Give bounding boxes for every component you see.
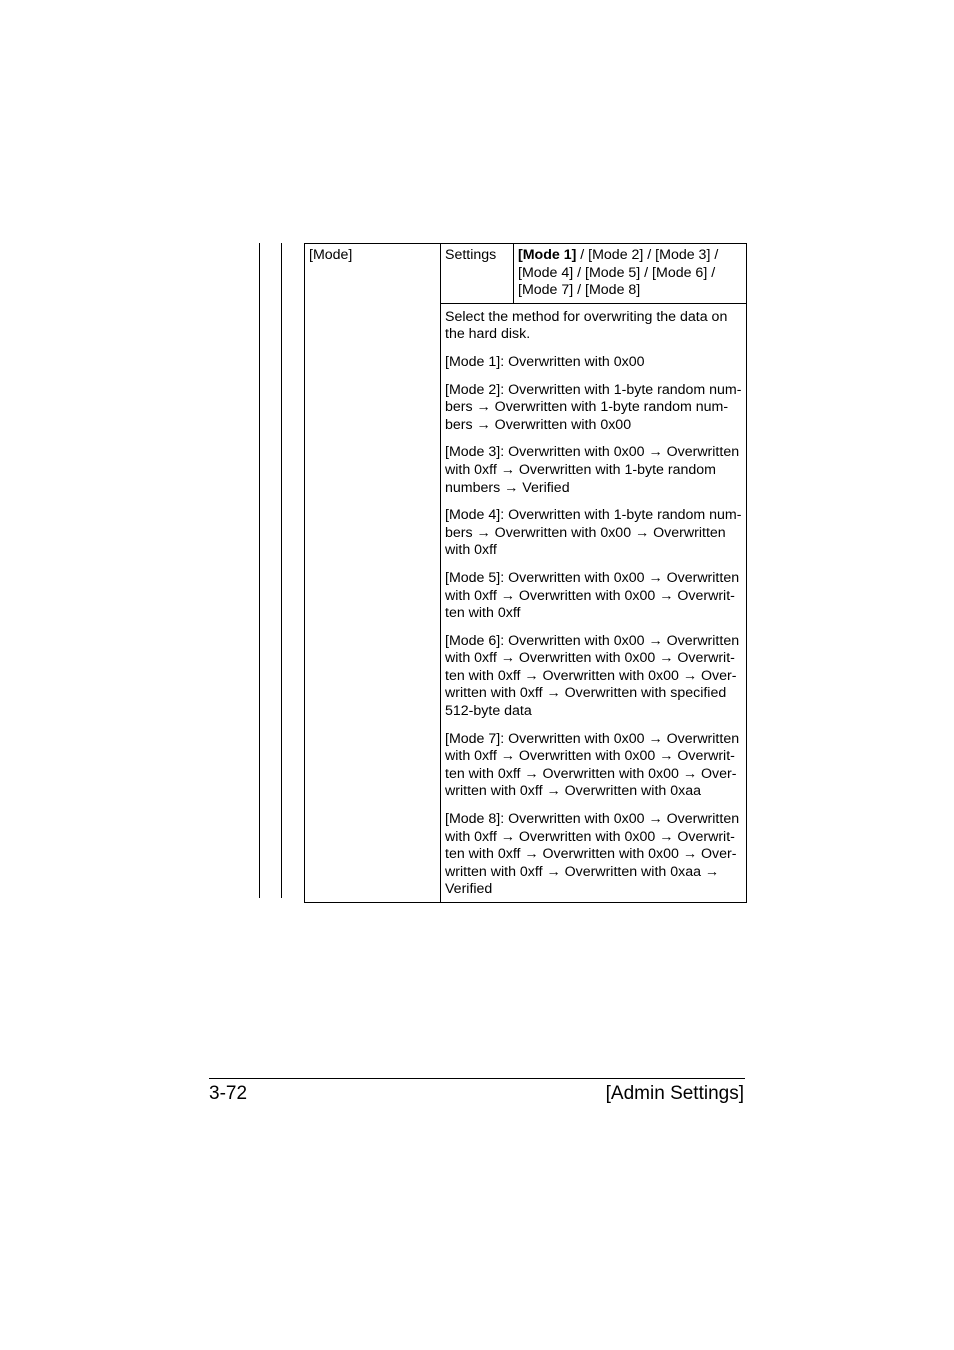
default-choice: [Mode 1] — [518, 247, 577, 263]
mode-8-description: [Mode 8]: Overwritten with 0x00 → Overwritten with 0xff → Overwritten with 0x00 → Overwritten with 0xff → Overwritten with 0x00 → Overwritten with 0xff → Overwritten with 0xaa → Verified — [445, 811, 740, 898]
mode-5-description: [Mode 5]: Overwritten with 0x00 → Overwritten with 0xff → Overwritten with 0x00 → Overwritten with 0xff — [445, 569, 740, 622]
settings-label: Settings — [445, 247, 497, 263]
mode-6-description: [Mode 6]: Overwritten with 0x00 → Overwritten with 0xff → Overwritten with 0x00 → Overwritten with 0xff → Overwritten with 0x00 → Overwritten with 0xff → Overwritten with specified 512-byte data — [445, 632, 740, 720]
description-intro: Select the method for overwriting the data on the hard disk. — [445, 308, 728, 343]
mode-1-description: [Mode 1]: Overwritten with 0x00 — [445, 353, 645, 370]
settings-table — [304, 243, 747, 903]
footer-rule — [209, 1078, 745, 1079]
section-title: [Admin Settings] — [605, 1083, 744, 1104]
table-row — [305, 244, 747, 304]
nesting-line-inner — [281, 243, 282, 898]
mode-7-description: [Mode 7]: Overwritten with 0x00 → Overwritten with 0xff → Overwritten with 0x00 → Overwritten with 0xff → Overwritten with 0x00 → Overwritten with 0xff → Overwritten with 0xaa — [445, 730, 740, 800]
other-choices: / [Mode 2] / [Mode 3] / [Mode 4] / [Mode 5] / [Mode 6] / [Mode 7] / [Mode 8] — [518, 247, 719, 299]
settings-cell — [441, 244, 514, 304]
mode-3-description: [Mode 3]: Overwritten with 0x00 → Overwritten with 0xff → Overwritten with 1-byte random numbers → Verified — [445, 444, 740, 496]
mode-2-description: [Mode 2]: Overwritten with 1-byte random numbers → Overwritten with 1-byte random numbers → Overwritten with 0x00 — [445, 381, 742, 433]
nesting-line-outer — [259, 243, 260, 898]
item-cell — [305, 244, 441, 903]
description-cell — [441, 303, 747, 902]
page-number: 3-72 — [209, 1083, 248, 1104]
mode-4-description: [Mode 4]: Overwritten with 1-byte random numbers → Overwritten with 0x00 → Overwritten with 0xff — [445, 507, 742, 559]
choices-cell — [514, 244, 747, 304]
item-label: [Mode] — [309, 247, 353, 263]
